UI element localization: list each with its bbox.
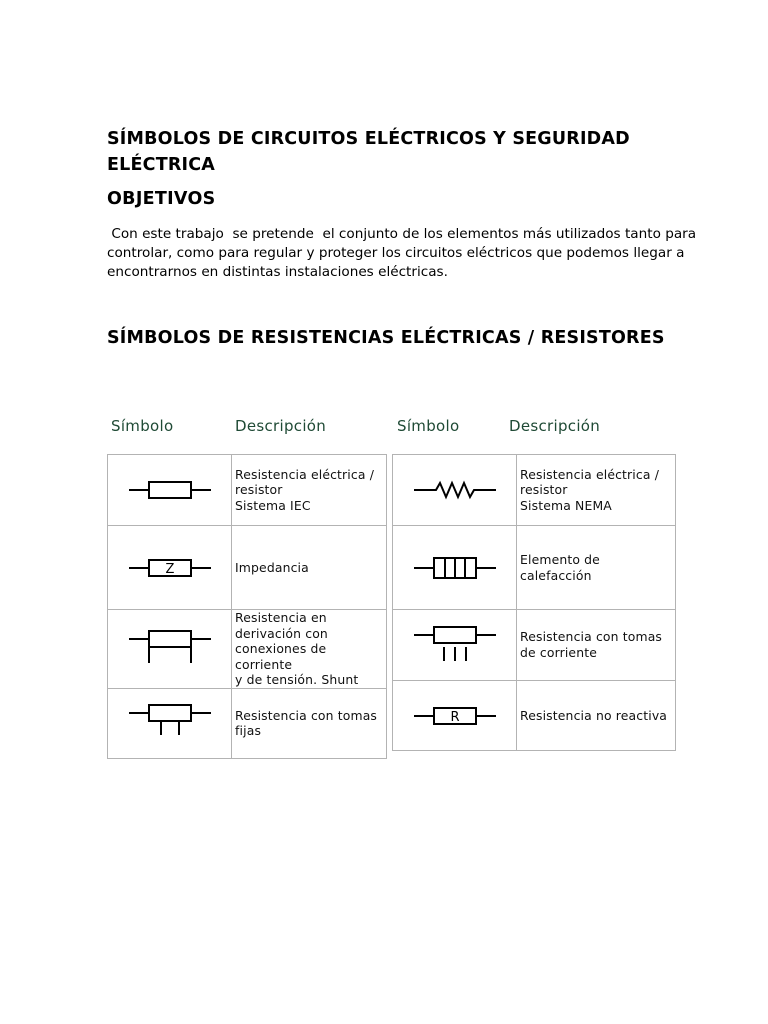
- description-cell: [517, 526, 676, 610]
- description-cell: [232, 688, 387, 758]
- non-reactive-letter: R: [449, 709, 460, 725]
- description-line: Resistencia eléctrica /: [235, 466, 375, 482]
- description-line: Sistema IEC: [235, 497, 311, 513]
- table-row: [393, 526, 676, 610]
- description-line: Resistencia con tomas: [520, 629, 663, 645]
- description-line: y de tensión. Shunt: [235, 672, 359, 688]
- left-symbol-header: Símbolo: [111, 417, 174, 435]
- description-line: Resistencia eléctrica /: [520, 466, 660, 482]
- description-line: resistor: [520, 482, 568, 498]
- left-description-header: Descripción: [235, 417, 327, 435]
- symbol-cell: [108, 610, 232, 689]
- description-line: Resistencia con tomas: [235, 707, 378, 723]
- impedance-icon: [125, 553, 215, 583]
- document-title: SÍMBOLOS DE CIRCUITOS ELÉCTRICOS Y SEGURIDAD ELÉCTRICA: [107, 129, 630, 175]
- non-reactive-resistor-icon: [410, 701, 500, 731]
- description-line: Resistencia en: [235, 610, 327, 625]
- table-row: [108, 688, 387, 758]
- description-line: Impedancia: [235, 559, 309, 575]
- description-line: fijas: [235, 723, 262, 739]
- symbol-cell: [108, 688, 232, 758]
- current-tap-resistor-icon: [410, 625, 500, 665]
- description-line: Sistema NEMA: [520, 497, 612, 513]
- table-row: [393, 610, 676, 681]
- description-cell: [232, 455, 387, 526]
- symbol-cell: [393, 681, 517, 751]
- description-cell: [517, 455, 676, 526]
- resistor-iec-icon: [125, 475, 215, 505]
- description-cell: [232, 610, 387, 689]
- table-row: [393, 681, 676, 751]
- resistor-nema-icon: [410, 475, 500, 505]
- symbol-cell: [108, 526, 232, 610]
- description-line: derivación con: [235, 625, 328, 641]
- description-cell: [517, 610, 676, 681]
- symbol-cell: [108, 455, 232, 526]
- description-line: de corriente: [520, 645, 597, 660]
- symbol-cell: [393, 455, 517, 526]
- symbol-cell: [393, 610, 517, 681]
- left-symbols-table: [107, 454, 387, 759]
- intro-paragraph: Con este trabajo se pretende el conjunto de los elementos más utilizados tanto para controlar, como para regular y proteger los circuitos eléctricos que podemos llegar a encontrarnos en distintas instalaciones eléctricas.: [107, 226, 701, 280]
- description-line: Resistencia no reactiva: [520, 707, 668, 723]
- table-row: [108, 455, 387, 526]
- table-row: [393, 455, 676, 526]
- description-line: resistor: [235, 482, 283, 498]
- heating-element-icon: [410, 553, 500, 583]
- resistors-heading: SÍMBOLOS DE RESISTENCIAS ELÉCTRICAS / RESISTORES: [107, 328, 665, 348]
- table-row: [108, 610, 387, 689]
- description-line: Elemento de calefacción: [520, 551, 600, 583]
- right-symbol-header: Símbolo: [397, 417, 460, 435]
- table-row: [108, 526, 387, 610]
- symbol-cell: [393, 526, 517, 610]
- impedance-letter: Z: [165, 561, 174, 577]
- fixed-tap-resistor-icon: [125, 703, 215, 743]
- objectives-heading: OBJETIVOS: [107, 189, 216, 209]
- right-description-header: Descripción: [509, 417, 601, 435]
- description-cell: [517, 681, 676, 751]
- description-line: conexiones de corriente: [235, 641, 327, 672]
- description-cell: [232, 526, 387, 610]
- right-symbols-table: [392, 454, 676, 751]
- shunt-resistor-icon: [125, 629, 215, 669]
